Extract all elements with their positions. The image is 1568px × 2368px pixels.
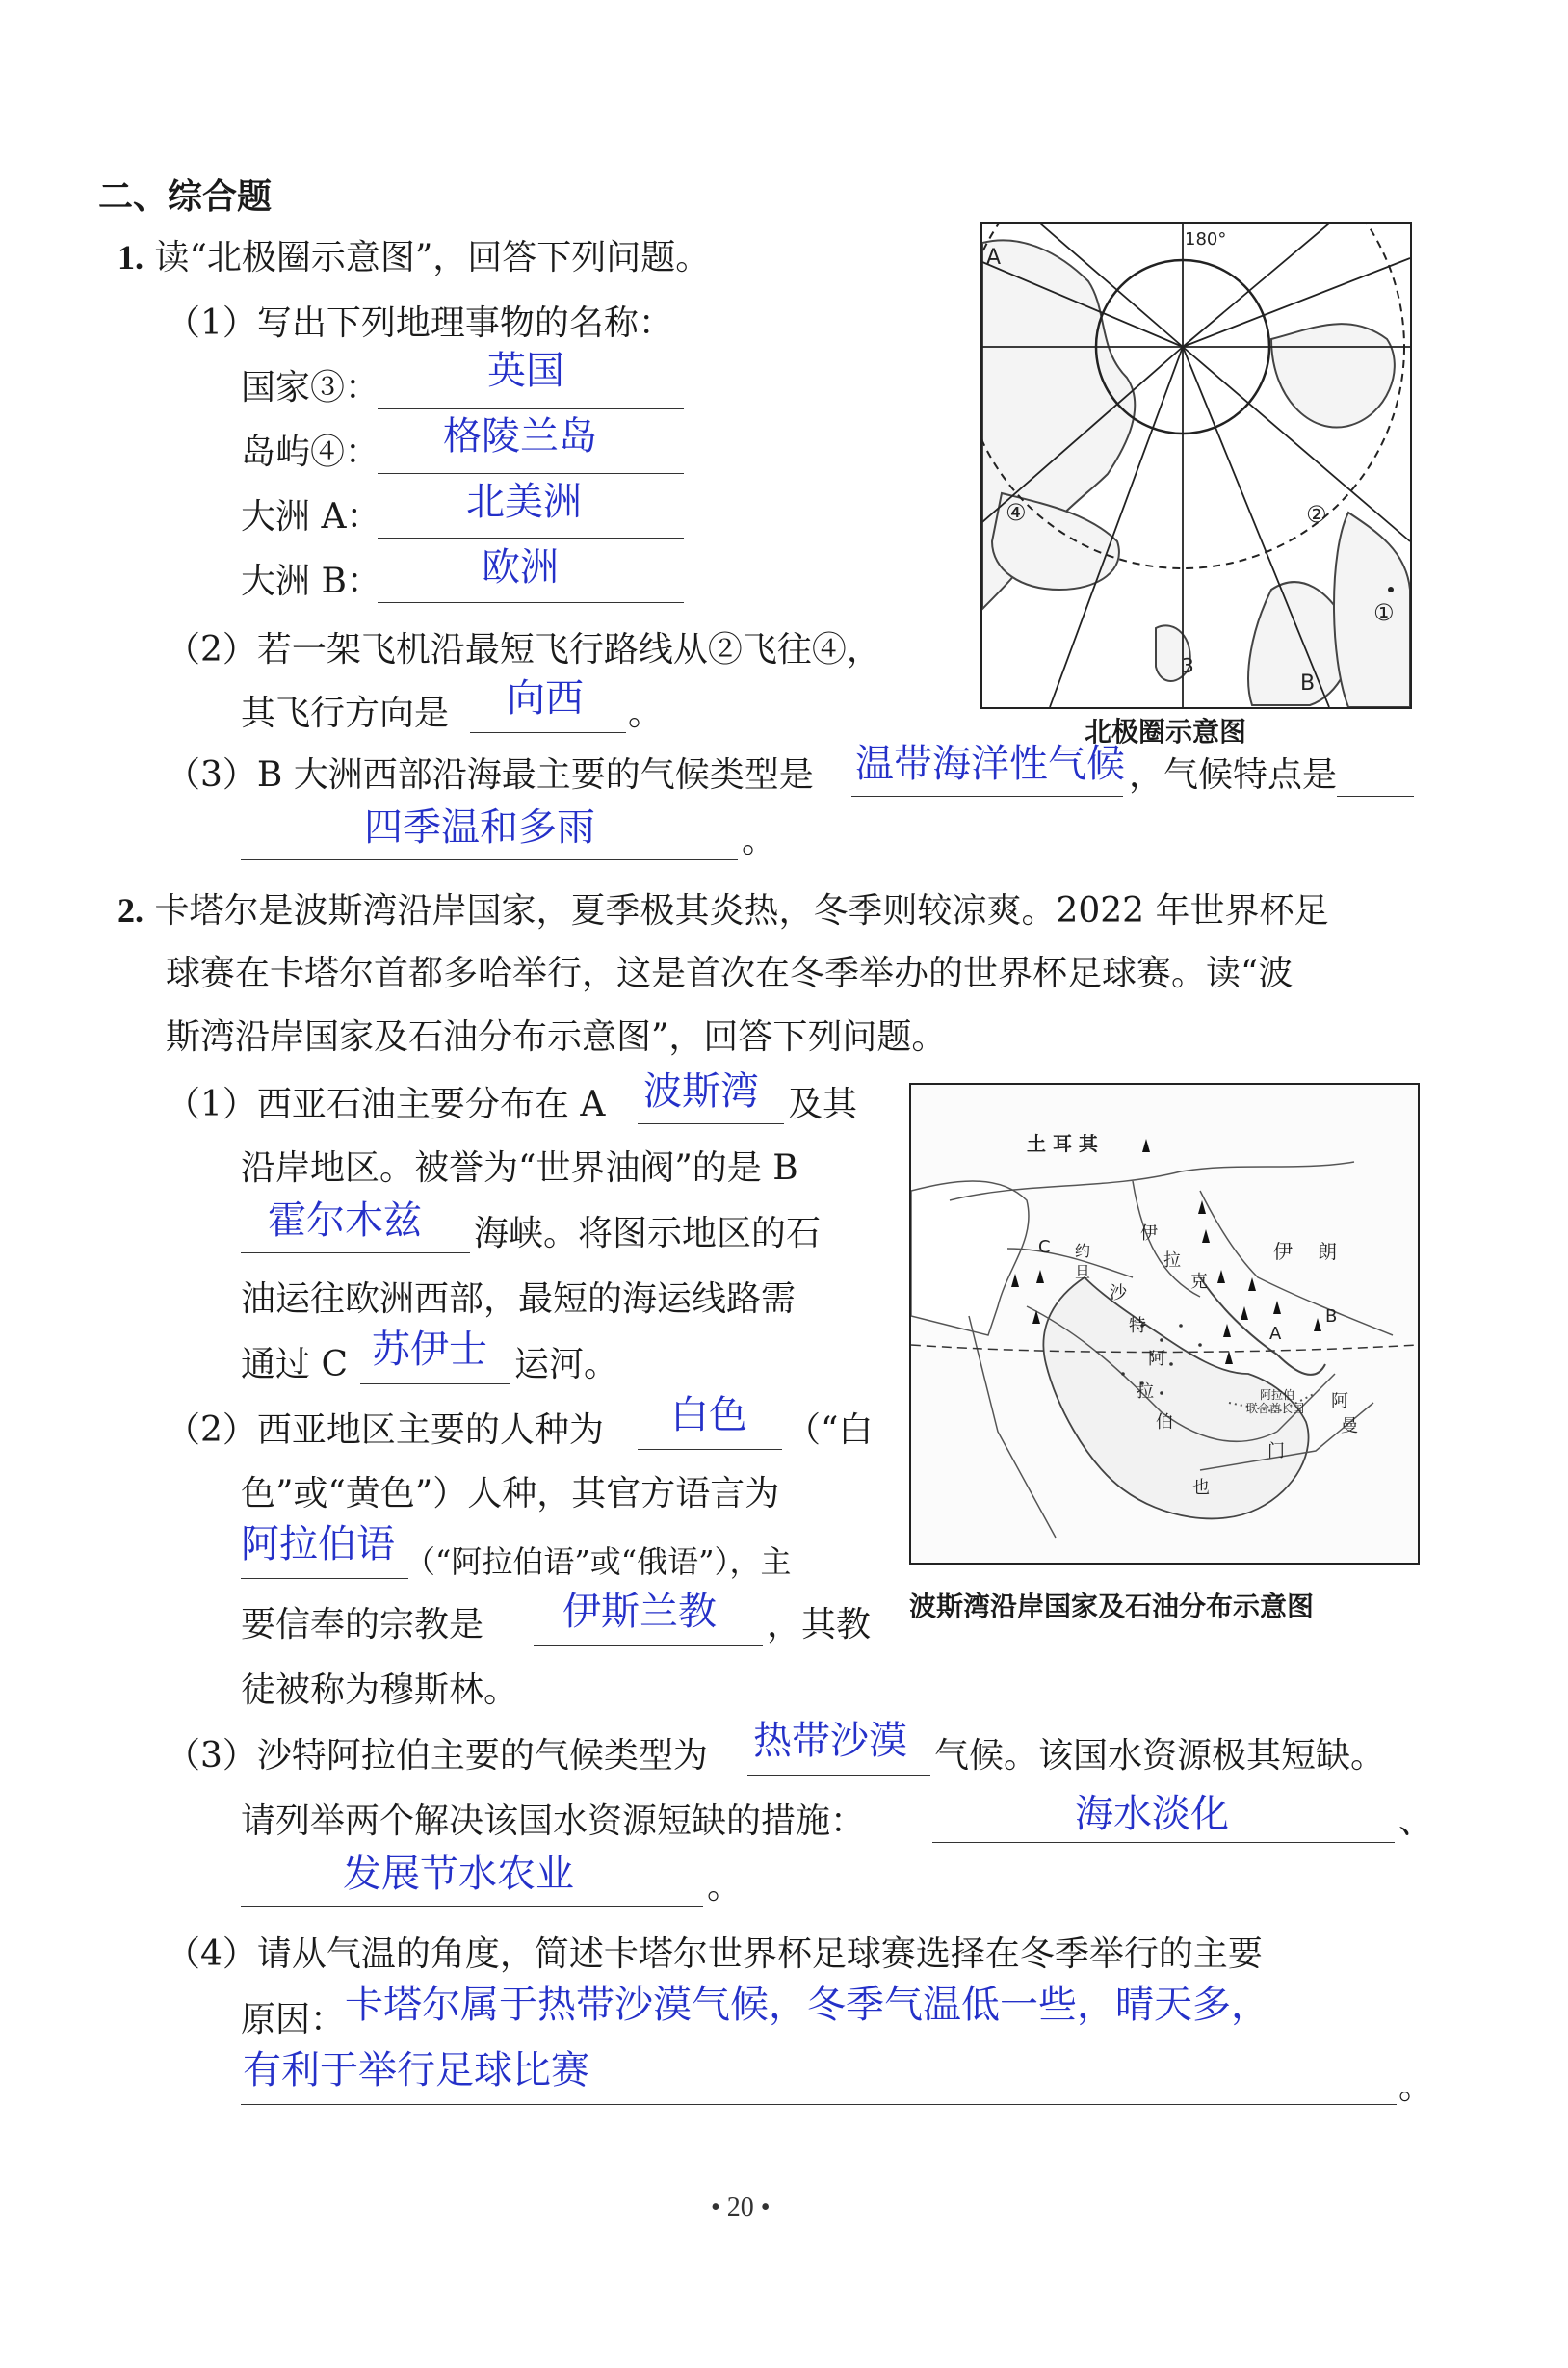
q1-p3-suffix: 。 <box>742 821 777 860</box>
handwritten-answer: 卡塔尔属于热带沙漠气候，冬季气温低一些，晴天多， <box>345 1983 1269 2027</box>
handwritten-answer: 霍尔木兹 <box>268 1198 422 1243</box>
answer-line <box>1337 796 1414 797</box>
handwritten-answer: 北美洲 <box>466 480 582 524</box>
map-label-b: B <box>1300 671 1316 696</box>
persian-gulf-map <box>909 1083 1420 1565</box>
q1-p2-line1: （2）若一架飞机沿最短飞行路线从②飞往④， <box>166 630 881 670</box>
map-label-1: ① <box>1373 599 1395 626</box>
persian-gulf-map-caption: 波斯湾沿岸国家及石油分布示意图 <box>909 1591 1315 1622</box>
map-label-iraq: 伊 <box>1140 1223 1158 1244</box>
q2-p2-text: （“阿拉伯语”或“俄语”），主 <box>405 1543 792 1580</box>
q2-stem-line: 球赛在卡塔尔首都多哈举行，这是首次在冬季举办的世界杯足球赛。读“波 <box>166 954 1294 993</box>
q2-p4-text: （4）请从气温的角度，简述卡塔尔世界杯足球赛选择在冬季举行的主要 <box>166 1934 1263 1974</box>
q1-p2-suffix: 。 <box>628 694 664 733</box>
q2-p3-text: 。 <box>707 1867 743 1907</box>
map-label-b: B <box>1325 1306 1338 1327</box>
map-label-a: A <box>986 246 1002 270</box>
q1-p2-prefix: 其飞行方向是 <box>241 694 450 733</box>
q2-p2-text: 徒被称为穆斯林。 <box>241 1671 519 1710</box>
map-label-saudi: 特 <box>1129 1316 1146 1336</box>
q2-p1-text: 海峡。将图示地区的石 <box>474 1214 822 1253</box>
map-label-oman: 曼 <box>1341 1416 1358 1436</box>
map-label-uae: 联合酋长国 <box>1246 1402 1305 1415</box>
map-label-180: 180° <box>1185 229 1227 250</box>
map-label-jordan: 约 <box>1075 1242 1091 1260</box>
map-label-saudi: 沙 <box>1110 1283 1127 1303</box>
map-label-2: ② <box>1306 501 1327 528</box>
map-label-yemen: 门 <box>1267 1441 1285 1461</box>
map-label-saudi: 伯 <box>1156 1412 1173 1433</box>
map-label-uae: 阿拉伯 <box>1260 1388 1295 1402</box>
q2-p3-text: 气候。该国水资源极其短缺。 <box>934 1736 1386 1776</box>
page-number: • 20 • <box>711 2193 771 2223</box>
handwritten-answer: 苏伊士 <box>372 1328 487 1372</box>
answer-line <box>241 2104 1397 2105</box>
answer-line <box>638 1449 782 1450</box>
handwritten-answer: 有利于举行足球比赛 <box>243 2048 589 2092</box>
q1-number: 1. <box>118 238 144 276</box>
q2-p1-text: 油运往欧洲西部，最短的海运线路需 <box>241 1279 797 1319</box>
map-label-a: A <box>1269 1324 1282 1344</box>
map-label-saudi: 阿 <box>1148 1349 1165 1369</box>
map-label-saudi: 拉 <box>1137 1381 1154 1402</box>
q1-p3-mid: ，气候特点是 <box>1129 755 1338 795</box>
answer-line <box>534 1645 763 1646</box>
q1-stem-text: 读“北极圈示意图”，回答下列问题。 <box>154 238 711 277</box>
q1-item-label: 大洲 B： <box>241 562 381 601</box>
q1-item-label: 大洲 A： <box>241 497 381 537</box>
arctic-circle-map <box>980 222 1412 709</box>
answer-line <box>241 1252 470 1253</box>
handwritten-answer: 格陵兰岛 <box>443 414 597 459</box>
q2-number: 2. <box>118 891 144 930</box>
map-label-3: 3 <box>1182 654 1194 677</box>
handwritten-answer: 阿拉伯语 <box>241 1522 395 1566</box>
answer-line <box>241 1578 408 1579</box>
map-label-yemen: 也 <box>1192 1478 1210 1498</box>
map-label-iran: 伊 <box>1273 1240 1293 1263</box>
q2-p4-text: 。 <box>1398 2067 1434 2107</box>
answer-line <box>378 602 684 603</box>
q1-p3-prefix: （3）B 大洲西部沿海最主要的气候类型是 <box>166 755 814 795</box>
q2-p1-text: 及其 <box>788 1085 858 1124</box>
answer-line <box>851 796 1123 797</box>
handwritten-answer: 热带沙漠 <box>753 1719 907 1763</box>
q2-p2-text: （“白 <box>786 1410 874 1450</box>
q2-p1-text: （1）西亚石油主要分布在 A <box>166 1085 606 1124</box>
answer-line <box>638 1123 784 1124</box>
handwritten-answer: 波斯湾 <box>643 1069 759 1114</box>
map-label-4: ④ <box>1006 499 1027 526</box>
persian-gulf-map-graphic <box>911 1085 1418 1563</box>
answer-line <box>932 1842 1395 1843</box>
handwritten-answer: 白色 <box>670 1393 747 1437</box>
handwritten-answer: 欧洲 <box>482 545 559 590</box>
handwritten-answer: 温带海洋性气候 <box>855 742 1125 786</box>
map-label-jordan: 旦 <box>1075 1263 1091 1281</box>
q2-p3-text: 请列举两个解决该国水资源短缺的措施： <box>241 1802 866 1841</box>
q2-stem-line <box>118 888 1329 934</box>
answer-line <box>241 859 738 860</box>
q2-p4-text: 原因： <box>241 2000 346 2039</box>
q2-stem-text: 卡塔尔是波斯湾沿岸国家，夏季极其炎热，冬季则较凉爽。2022 年世界杯足 <box>154 891 1329 931</box>
q2-p2-text: ，其教 <box>767 1605 872 1644</box>
q2-p2-text: （2）西亚地区主要的人种为 <box>166 1410 604 1450</box>
handwritten-answer: 向西 <box>507 676 584 721</box>
map-label-iraq: 拉 <box>1163 1250 1181 1271</box>
answer-line <box>378 473 684 474</box>
q2-p2-text: 要信奉的宗教是 <box>241 1605 484 1644</box>
answer-line <box>378 408 684 409</box>
answer-line <box>747 1775 930 1776</box>
q2-p1-text: 运河。 <box>514 1345 619 1384</box>
handwritten-answer: 四季温和多雨 <box>364 805 595 850</box>
answer-line <box>378 538 684 539</box>
q2-p3-text: 、 <box>1398 1802 1434 1841</box>
answer-line <box>470 732 626 733</box>
q1-p1-prompt: （1）写出下列地理事物的名称： <box>166 303 673 343</box>
q2-p3-text: （3）沙特阿拉伯主要的气候类型为 <box>166 1736 708 1776</box>
q1-stem <box>118 235 710 280</box>
q2-p1-text: 沿岸地区。被誉为“世界油阀”的是 B <box>241 1148 798 1188</box>
arctic-map-caption: 北极圈示意图 <box>1085 716 1247 748</box>
answer-line <box>360 1383 510 1384</box>
handwritten-answer: 英国 <box>487 349 564 393</box>
answer-line <box>241 1906 703 1907</box>
handwritten-answer: 海水淡化 <box>1075 1792 1229 1836</box>
section-title: 二、综合题 <box>98 176 273 217</box>
q1-item-label: 国家③： <box>241 368 380 408</box>
q2-p2-text: 色”或“黄色”）人种，其官方语言为 <box>241 1474 780 1513</box>
map-label-c: C <box>1038 1237 1051 1257</box>
map-label-oman: 阿 <box>1331 1391 1348 1411</box>
q2-stem-line: 斯湾沿岸国家及石油分布示意图”，回答下列问题。 <box>166 1017 947 1057</box>
handwritten-answer: 发展节水农业 <box>343 1852 574 1896</box>
q1-item-label: 岛屿④： <box>241 433 380 472</box>
arctic-map-graphic <box>982 224 1410 707</box>
map-label-turkey: 土 耳 其 <box>1027 1132 1098 1155</box>
map-label-iraq: 克 <box>1190 1272 1208 1292</box>
handwritten-answer: 伊斯兰教 <box>562 1590 717 1634</box>
q2-p1-text: 通过 C <box>241 1345 348 1384</box>
map-label-iran: 朗 <box>1318 1240 1337 1263</box>
